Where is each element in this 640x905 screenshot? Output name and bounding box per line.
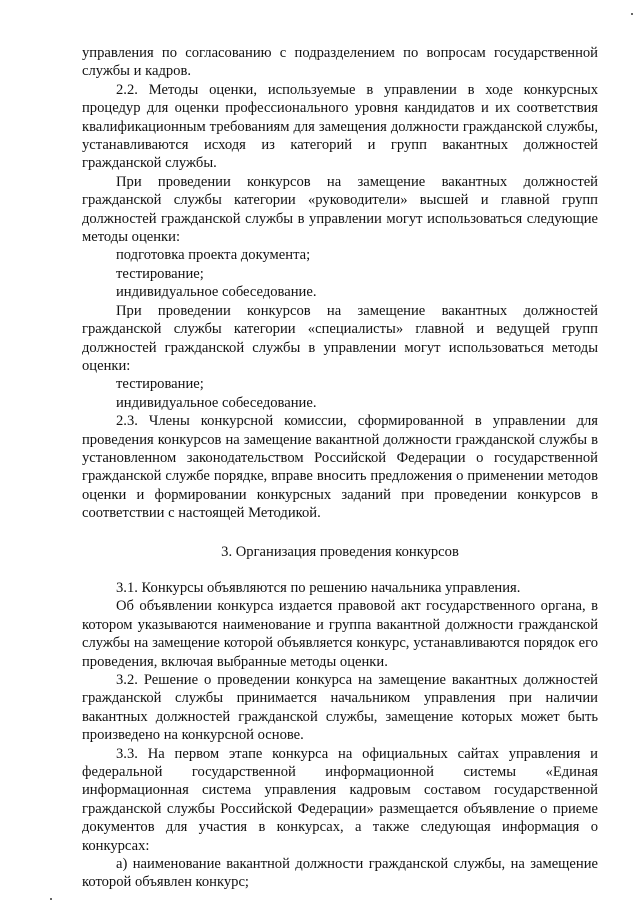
paragraph-3-1: 3.1. Конкурсы объявляются по решению начальника управления. <box>116 579 521 596</box>
paragraph: Об объявлении конкурса издается правовой акт государственного органа, в котором указываются наименование и группа вакантной должности гражданской службы на замещение которой объявляется конкурс, устанавливаются порядок его проведения, включая выбранные методы оценки. <box>82 598 598 670</box>
paragraph-2-3: 2.3. Члены конкурсной комиссии, сформированной в управлении для проведения конкурсов на замещение вакантной должности гражданской службы в установленном законодательством Российской Федерации о государственной гражданской службе порядке, вправе вносить предложения о применении методов оценки и формировании конкурсных заданий при проведении конкурсов в соответствии с настоящей Методикой. <box>82 413 598 522</box>
section-2-body <box>82 44 598 523</box>
paragraph-3-2: 3.2. Решение о проведении конкурса на замещение вакантных должностей гражданской службы принимается начальником управления при наличии вакантных должностей гражданской службы, замещение которых может быть произведено на конкурсной основе. <box>82 672 598 744</box>
section-3-body <box>82 579 598 892</box>
list-item: индивидуальное собеседование. <box>116 284 317 301</box>
list-item: тестирование; <box>116 265 204 282</box>
paragraph: При проведении конкурсов на замещение вакантных должностей гражданской службы категории «специалисты» главной и ведущей групп должностей гражданской службы в управлении могут использоваться методы оценки: <box>82 302 598 374</box>
scan-mark-top <box>631 13 633 15</box>
list-item-a: а) наименование вакантной должности гражданской службы, на замещение которой объявлен конкурс; <box>82 856 598 891</box>
paragraph: При проведении конкурсов на замещение вакантных должностей гражданской службы категории «руководители» высшей и главной групп должностей гражданской службы в управлении могут использоваться следующие методы оценки: <box>82 173 598 246</box>
list-item: индивидуальное собеседование. <box>116 394 317 411</box>
paragraph: управления по согласованию с подразделением по вопросам государственной службы и кадров. <box>82 45 598 80</box>
list-item: тестирование; <box>116 376 204 393</box>
document-page <box>82 44 598 892</box>
paragraph-2-2: 2.2. Методы оценки, используемые в управлении в ходе конкурсных процедур для оценки профессионального уровня кандидатов и их соответствия квалификационным требованиям для замещения должности гражданской службы, устанавливаются исходя из категорий и групп вакантных должностей гражданской службы. <box>82 81 598 172</box>
paragraph-3-3: 3.3. На первом этапе конкурса на официальных сайтах управления и федеральной государственной информационной системы «Единая информационная система управления кадровым составом государственной гражданской службы Российской Федерации» размещается объявление о приеме документов для участия в конкурсах, а также следующая информация о конкурсах: <box>82 745 598 854</box>
scan-mark-bottom <box>50 898 52 900</box>
list-item: подготовка проекта документа; <box>116 247 311 264</box>
section-heading: 3. Организация проведения конкурсов <box>221 543 459 560</box>
